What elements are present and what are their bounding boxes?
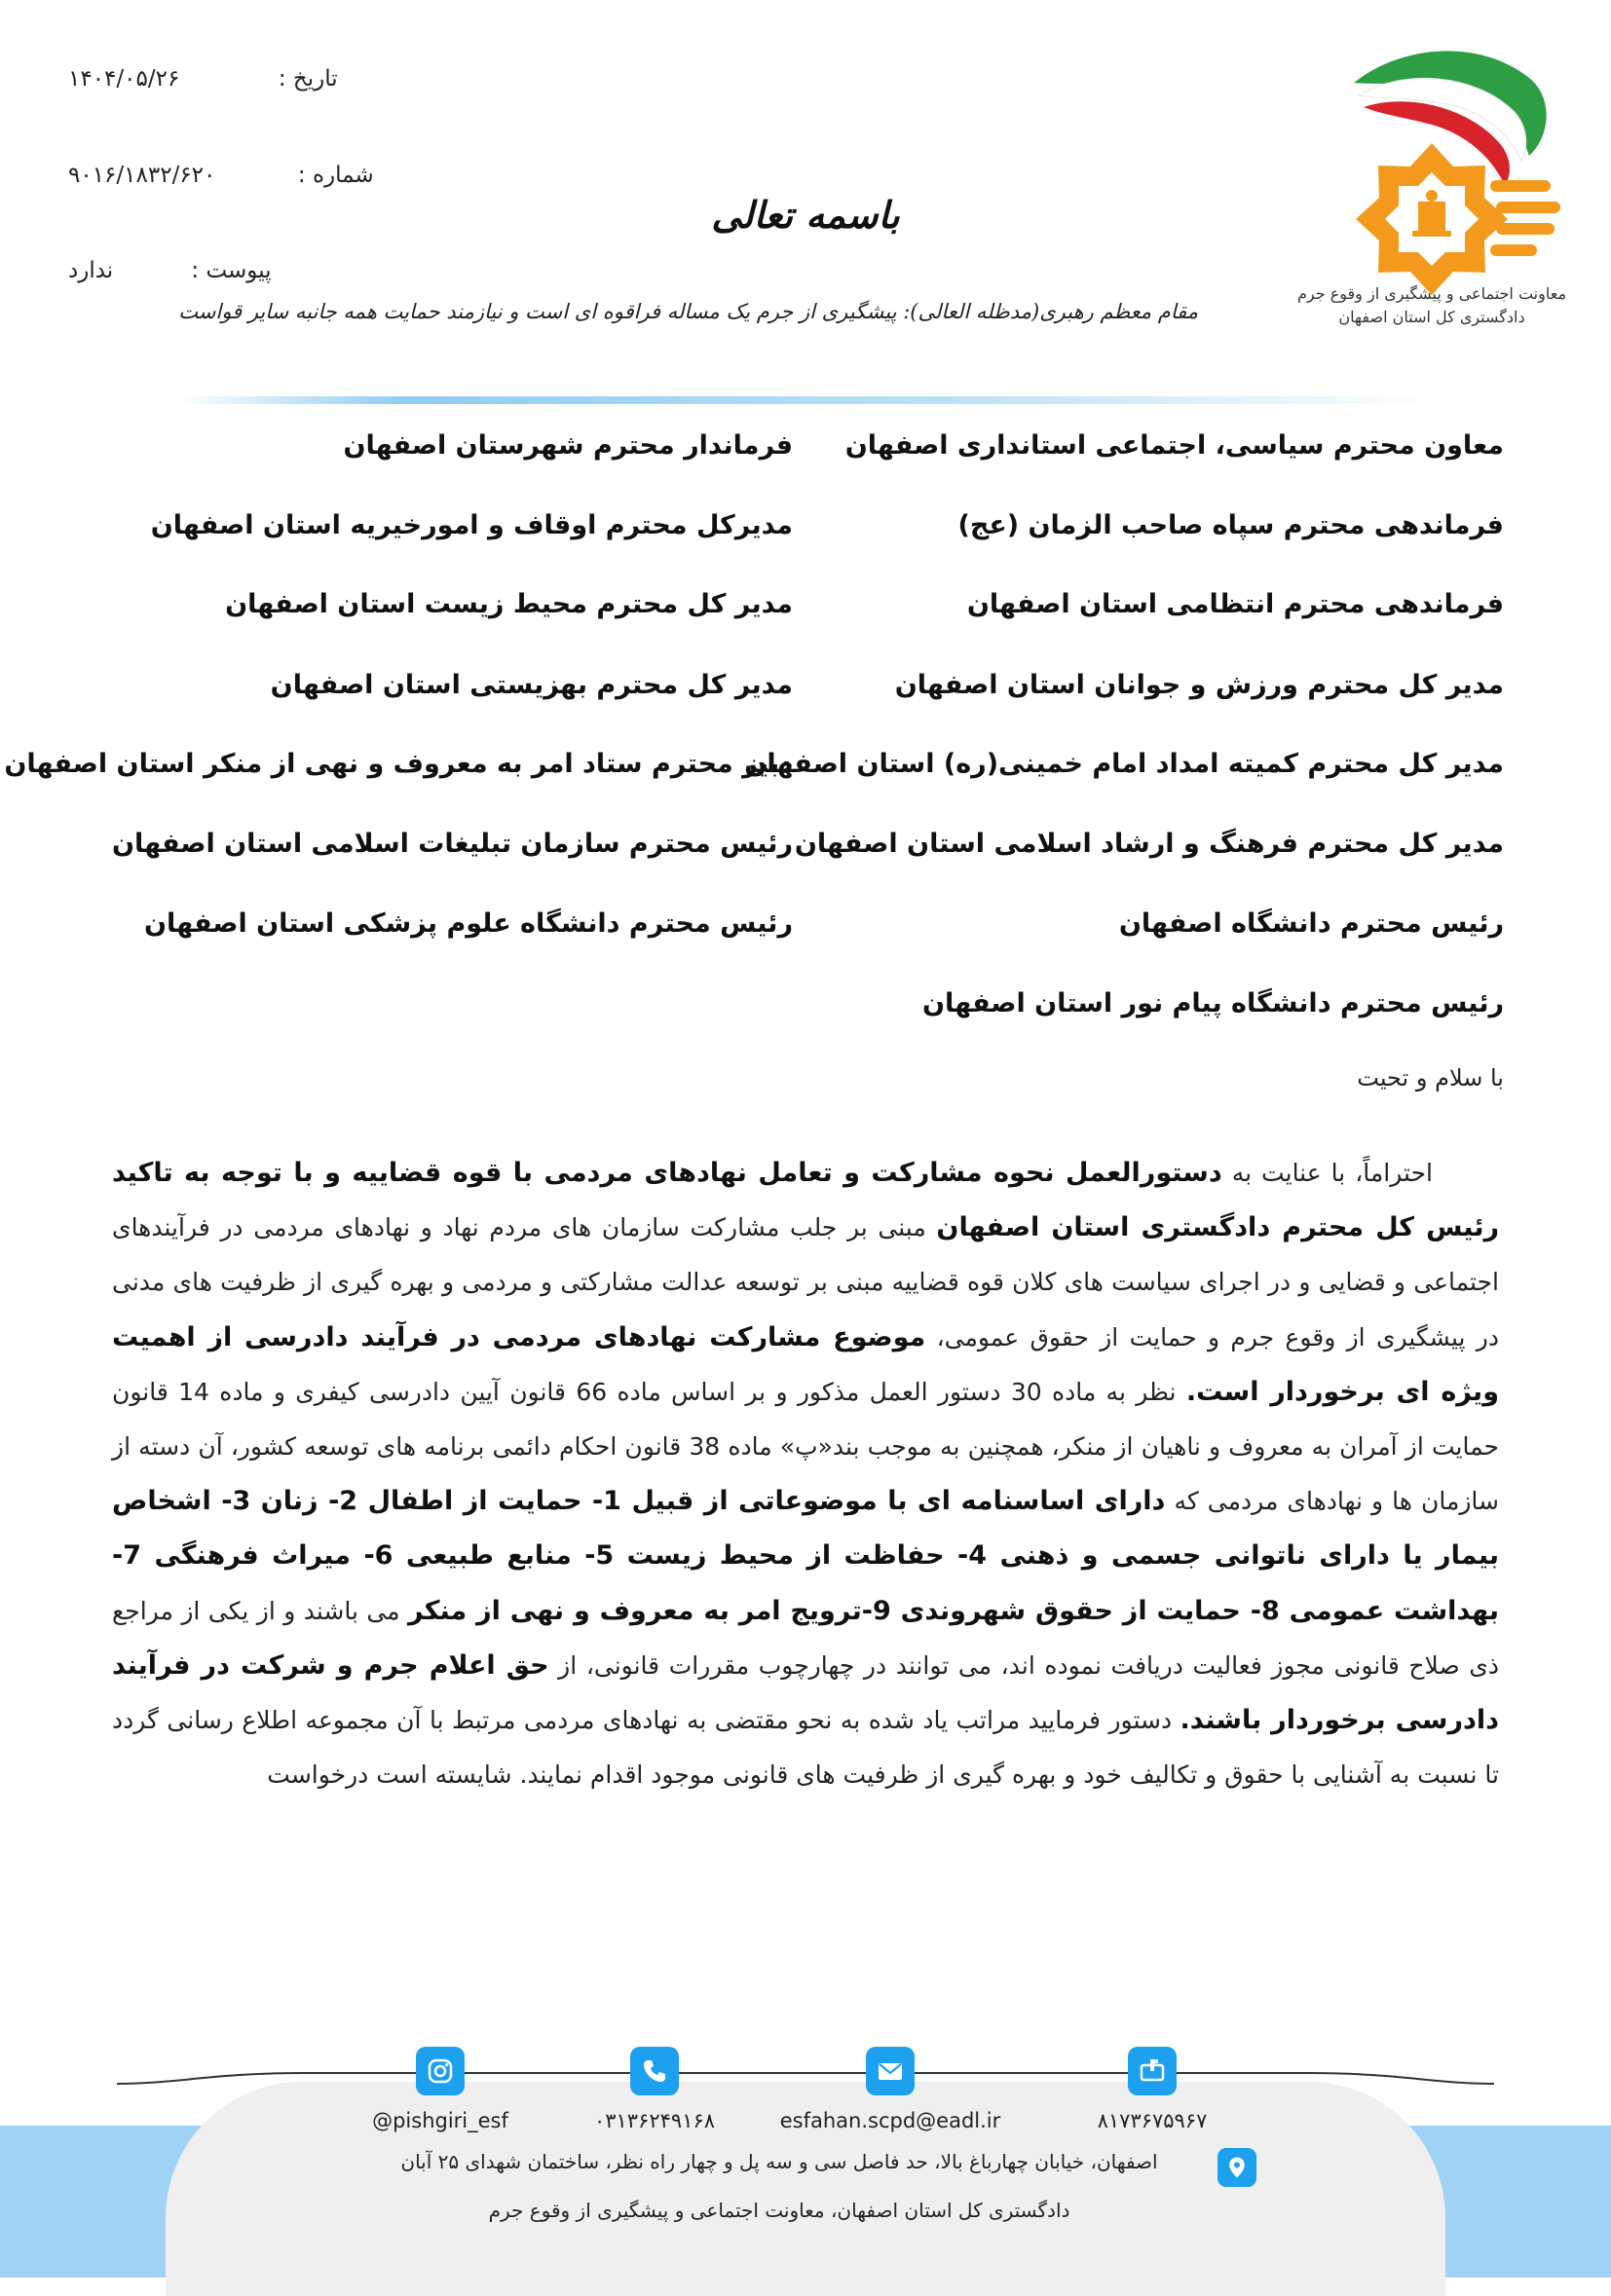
recipient-right-1: معاون محترم سیاسی، اجتماعی استانداری اصفهان [844, 430, 1504, 461]
attachment-label: پیوست : [191, 258, 272, 283]
date-value: ۱۴۰۴/۰۵/۲۶ [68, 66, 180, 92]
date-row [68, 66, 338, 92]
body-text-2: مبنی بر جلب مشارکت سازمان های مردم نهاد و نهادهای مردمی در فرآیندهای اجتماعی و قضایی و در اجرای سیاست های کلان قوه قضاییه مبنی بر توسعه عدالت مشارکتی و مردمی و بهره گیری از ظرفیت های مدنی در پیشگیری از وقوع جرم و حمایت از حقوق عمومی، [112, 1213, 1499, 1352]
attachment-value: ندارد [68, 258, 114, 283]
body-text-4: می باشند و از یکی از مراجع ذی صلاح قانونی مجوز فعالیت دریافت نموده اند، می توانند در چهارچوب مقررات قانونی، از [112, 1596, 1499, 1680]
number-row [68, 163, 374, 188]
phone-icon[interactable] [630, 2047, 679, 2095]
footer-organization: دادگستری کل استان اصفهان، معاونت اجتماعی و پیشگیری از وقوع جرم [488, 2199, 1070, 2222]
recipient-right-8: رئیس محترم دانشگاه پیام نور استان اصفهان [921, 988, 1504, 1018]
footer-phone[interactable]: ۰۳۱۳۶۲۴۹۱۶۸ [593, 2109, 716, 2132]
body-bold-2: موضوع مشارکت نهادهای مردمی در فرآیند دادرسی از اهمیت ویژه ای برخوردار است. [112, 1321, 1499, 1407]
logo-caption [1286, 282, 1578, 329]
footer-outline [117, 2071, 1494, 2085]
letter-body [112, 1146, 1499, 1802]
body-bold-4: حق اعلام جرم و شرکت در فرآیند دادرسی برخوردار باشند. [112, 1649, 1499, 1736]
recipient-left-5: دبیر محترم ستاد امر به معروف و نهی از منکر استان اصفهان [4, 749, 793, 779]
footer-social[interactable]: @pishgiri_esf [372, 2109, 508, 2132]
footer-email[interactable]: esfahan.scpd@eadl.ir [779, 2109, 1001, 2132]
body-bold-3: دارای اساسنامه ای با موضوعاتی از قبیل 1- حمایت از اطفال 2- زنان 3- اشخاص بیمار یا دارای ناتوانی جسمی و ذهنی 4- حفاظت از محیط زیست 5- منابع طبیعی 6- میراث فرهنگی 7- بهداشت عمومی 8- حمایت از حقوق شهروندی 9-ترویج امر به معروف و نهی از منکر [112, 1486, 1499, 1626]
email-icon[interactable] [866, 2047, 915, 2095]
logo-caption-line-1: معاونت اجتماعی و پیشگیری از وقوع جرم [1296, 284, 1567, 303]
number-value: ۹۰۱۶/۱۸۳۲/۶۲۰ [68, 163, 216, 188]
greeting: با سلام و تحیت [1357, 1064, 1504, 1092]
leader-quote: مقام معظم رهبری(مدظله العالی): پیشگیری از جرم یک مساله فراقوه ای است و نیازمند حمایت همه جانبه سایر قواست [178, 300, 1198, 323]
recipient-right-2: فرماندهی محترم سپاه صاحب الزمان (عج) [957, 510, 1504, 540]
recipient-left-3: مدیر کل محترم محیط زیست استان اصفهان [225, 589, 793, 619]
body-text-5: دستور فرمایید مراتب یاد شده به نحو مقتضی به نهادهای مردمی مرتبط با آن مجموعه اطلاع رسانی گردد تا نسبت به آشنایی با حقوق و تکالیف خود و بهره گیری از ظرفیت های قانونی موجود اقدام نمایند. شایسته است درخواست [112, 1706, 1499, 1790]
recipient-left-2: مدیرکل محترم اوقاف و امورخیریه استان اصفهان [150, 510, 793, 540]
attachment-row [68, 258, 272, 283]
body-text-1: احتراماً، با عنایت به [1221, 1159, 1433, 1187]
body-bold-1: دستورالعمل نحوه مشارکت و تعامل نهادهای مردمی با قوه قضاییه و با توجه به تاکید رئیس کل محترم دادگستری استان اصفهان [112, 1158, 1499, 1243]
recipient-right-5: مدیر کل محترم کمیته امداد امام خمینی(ره) استان اصفهان [744, 749, 1504, 779]
number-label: شماره : [297, 163, 374, 188]
body-text-3: نظر به ماده 30 دستور العمل مذکور و بر اساس ماده 66 قانون آیین دادرسی کیفری و ماده 14 قانون حمایت از آمران به معروف و ناهیان از منکر، همچنین به موجب بند«پ» ماده 38 قانون احکام دائمی برنامه های توسعه کشور، آن دسته از سازمان ها و نهادهای مردمی که [112, 1377, 1499, 1516]
recipient-left-6: رئیس محترم سازمان تبلیغات اسلامی استان اصفهان [111, 829, 793, 859]
recipient-right-6: مدیر کل محترم فرهنگ و ارشاد اسلامی استان اصفهان [794, 829, 1504, 859]
recipient-left-7: رئیس محترم دانشگاه علوم پزشکی استان اصفهان [143, 908, 793, 939]
recipient-left-1: فرماندار محترم شهرستان اصفهان [343, 430, 793, 461]
date-label: تاریخ : [278, 66, 338, 92]
instagram-icon[interactable] [416, 2047, 465, 2095]
footer-postal-code: ۸۱۷۳۶۷۵۹۶۷ [1097, 2109, 1208, 2132]
recipient-right-7: رئیس محترم دانشگاه اصفهان [1118, 908, 1504, 939]
header-divider [175, 396, 1442, 404]
postal-code-icon[interactable] [1128, 2047, 1177, 2095]
logo-caption-line-2: دادگستری کل استان اصفهان [1338, 308, 1525, 326]
recipient-right-4: مدیر کل محترم ورزش و جوانان استان اصفهان [894, 670, 1504, 700]
basmala-heading: باسمه تعالی [711, 193, 900, 237]
recipient-right-3: فرماندهی محترم انتظامی استان اصفهان [966, 589, 1504, 619]
body-paragraph [112, 1146, 1499, 1802]
footer-address: اصفهان، خیابان چهارباغ بالا، حد فاصل سی و سه پل و چهار راه نظر، ساختمان شهدای ۲۵ آبان [400, 2150, 1158, 2173]
recipient-left-4: مدیر کل محترم بهزیستی استان اصفهان [270, 670, 793, 700]
